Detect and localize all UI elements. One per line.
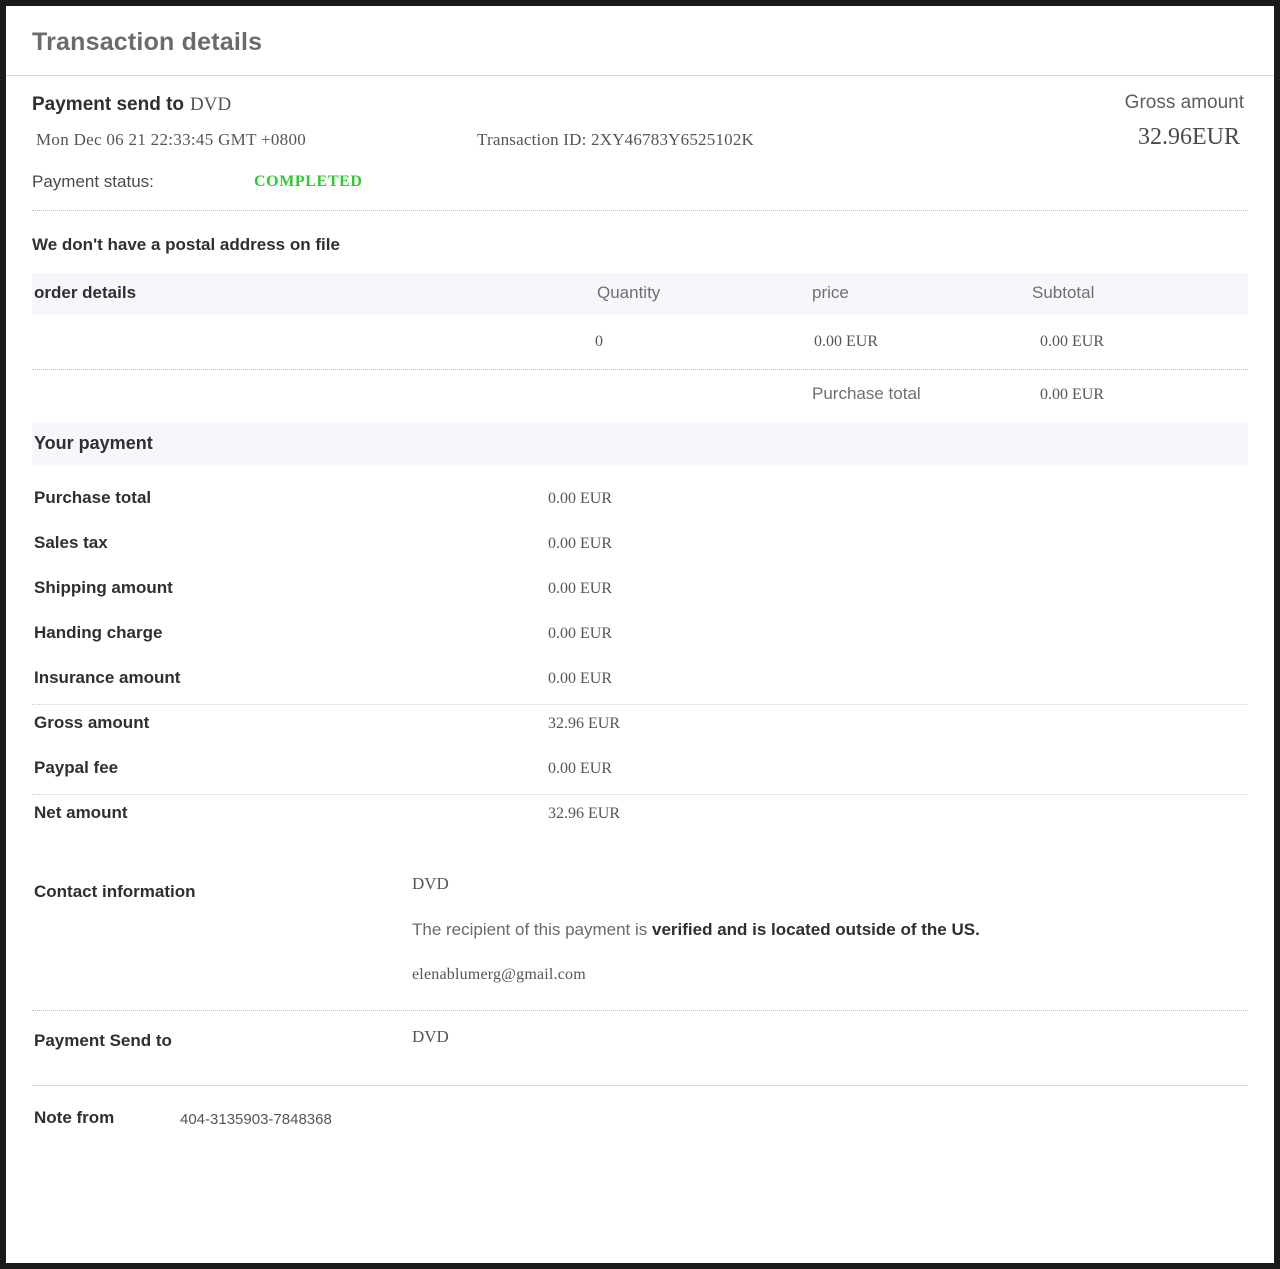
contact-email[interactable]: elenablumerg@gmail.com (412, 966, 586, 983)
verification-prefix: The recipient of this payment is (412, 920, 653, 939)
label: Paypal fee (34, 758, 119, 777)
order-details-header: order details (34, 283, 137, 302)
payment-line-net-amount (32, 795, 1248, 840)
payment-send-to-footer-label: Payment Send to (34, 1031, 172, 1050)
payment-send-to-footer-value: DVD (412, 1027, 449, 1046)
verification-strong: verified and is located outside of the US. (652, 920, 980, 939)
note-block (32, 1086, 1248, 1146)
label: Shipping amount (34, 578, 173, 597)
value: 32.96 EUR (548, 715, 620, 732)
payment-meta-row (32, 130, 1248, 154)
purchase-total-row (32, 370, 1248, 422)
contact-verification-text (412, 920, 980, 940)
your-payment-heading (32, 422, 1248, 466)
transaction-id (477, 130, 754, 150)
payment-status-label: Payment status: (32, 172, 154, 191)
payment-send-to-footer (32, 1011, 1248, 1085)
price-header: price (812, 283, 849, 302)
page-title: Transaction details (32, 28, 263, 56)
payment-line-insurance-amount (32, 660, 1248, 705)
payment-send-to-value: DVD (190, 94, 232, 115)
value: 0.00 EUR (548, 580, 612, 597)
payment-status-row (32, 172, 1248, 196)
label: Handing charge (34, 623, 163, 642)
label: Gross amount (34, 713, 150, 732)
table-row (32, 315, 1248, 369)
value: 0.00 EUR (548, 670, 612, 687)
contact-information-block (32, 840, 1248, 1010)
payment-line-purchase-total (32, 480, 1248, 525)
payment-send-to-label: Payment send to (32, 94, 185, 115)
payment-line-shipping-amount (32, 570, 1248, 615)
transaction-date: Mon Dec 06 21 22:33:45 GMT +0800 (36, 130, 307, 149)
postal-address-note: We don't have a postal address on file (32, 235, 340, 254)
purchase-total-value: 0.00 EUR (1040, 386, 1104, 403)
payment-send-to-row (32, 94, 1248, 116)
value: 0.00 EUR (548, 535, 612, 552)
gross-amount-value: 32.96EUR (1138, 124, 1240, 150)
transaction-id-value: 2XY46783Y6525102K (591, 130, 755, 149)
row-quantity: 0 (595, 333, 603, 350)
row-price: 0.00 EUR (814, 333, 878, 350)
label: Sales tax (34, 533, 108, 552)
value: 32.96 EUR (548, 805, 620, 822)
contact-name: DVD (412, 874, 449, 893)
payment-line-handing-charge (32, 615, 1248, 660)
payment-line-gross-amount (32, 705, 1248, 750)
value: 0.00 EUR (548, 490, 612, 507)
purchase-total-label: Purchase total (812, 384, 921, 403)
label: Purchase total (34, 488, 152, 507)
transaction-id-label: Transaction ID: (477, 130, 587, 149)
note-from-label: Note from (34, 1108, 115, 1127)
label: Net amount (34, 803, 128, 822)
value: 0.00 EUR (548, 625, 612, 642)
value: 0.00 EUR (548, 760, 612, 777)
payment-summary-block (32, 76, 1248, 210)
your-payment-label: Your payment (34, 433, 153, 453)
quantity-header: Quantity (597, 283, 661, 302)
label: Insurance amount (34, 668, 181, 687)
subtotal-header: Subtotal (1032, 283, 1095, 302)
gross-amount-label: Gross amount (1124, 92, 1244, 113)
note-from-value: 404-3135903-7848368 (180, 1111, 332, 1128)
your-payment-rows (32, 480, 1248, 840)
order-table-header (32, 273, 1248, 315)
contact-information-label: Contact information (34, 882, 196, 901)
status-badge: COMPLETED (254, 173, 363, 190)
payment-line-paypal-fee (32, 750, 1248, 795)
page-inner (6, 6, 1274, 75)
payment-line-sales-tax (32, 525, 1248, 570)
row-subtotal: 0.00 EUR (1040, 333, 1104, 350)
